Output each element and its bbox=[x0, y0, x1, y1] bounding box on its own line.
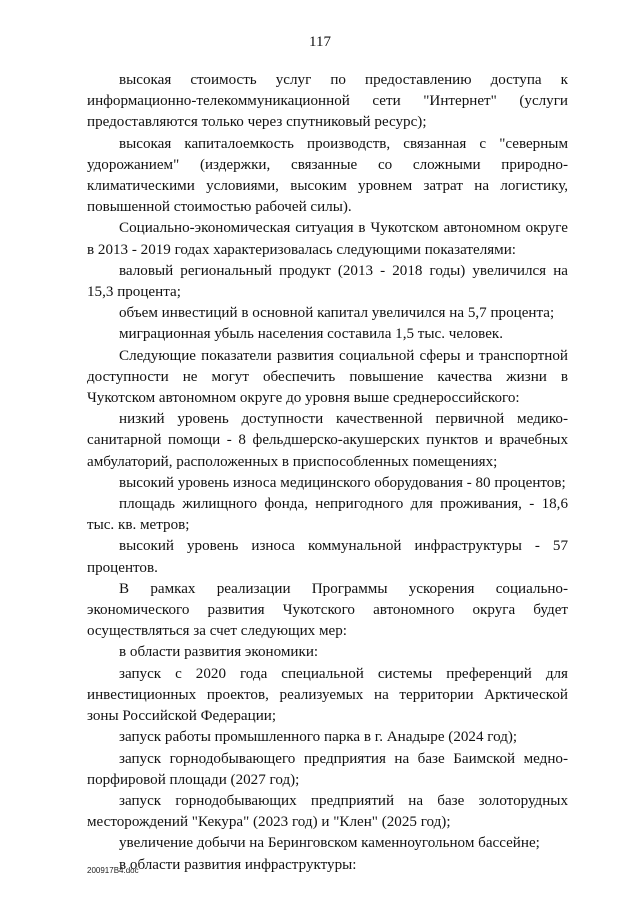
paragraph: увеличение добычи на Беринговском каменноугольном бассейне; bbox=[119, 835, 540, 852]
document-body bbox=[87, 70, 568, 876]
paragraph: миграционная убыль населения составила 1,5 тыс. человек. bbox=[119, 326, 504, 343]
paragraph: запуск работы промышленного парка в г. Анадыре (2024 год); bbox=[119, 729, 518, 746]
paragraph: валовый региональный продукт (2013 - 2018 годы) увеличился на 15,3 процента; bbox=[87, 262, 568, 301]
page-number: 117 bbox=[309, 34, 331, 50]
paragraph: объем инвестиций в основной капитал увеличился на 5,7 процента; bbox=[119, 305, 555, 322]
paragraph: высокая капиталоемкость производств, связанная с "северным удорожанием" (издержки, связанные со сложными природно-климатическими условиями, высоким уровнем затрат на логистику, повышенной стоимостью рабочей силы). bbox=[87, 135, 568, 216]
paragraph: Социально-экономическая ситуация в Чукотском автономном округе в 2013 - 2019 годах характеризовалась следующими показателями: bbox=[87, 220, 568, 258]
paragraph: высокая стоимость услуг по предоставлению доступа к информационно-телекоммуникационной сети "Интернет" (услуги предоставляются только через спутниковый ресурс); bbox=[87, 72, 568, 131]
paragraph: Следующие показатели развития социальной сферы и транспортной доступности не могут обеспечить повышение качества жизни в Чукотском автономном округе до уровня выше среднероссийского: bbox=[87, 347, 568, 407]
paragraph: высокий уровень износа коммунальной инфраструктуры - 57 процентов. bbox=[87, 538, 568, 576]
footer-filename: 200917В4.doc bbox=[87, 866, 139, 875]
paragraph: запуск с 2020 года специальной системы преференций для инвестиционных проектов, реализуемых на территории Арктической зоны Российской Федерации; bbox=[87, 665, 568, 725]
paragraph: в области развития инфраструктуры: bbox=[119, 856, 357, 873]
paragraph: запуск горнодобывающего предприятия на базе Баимской медно-порфировой площади (2027 год); bbox=[87, 750, 568, 788]
paragraph: низкий уровень доступности качественной первичной медико-санитарной помощи - 8 фельдшерско-акушерских пунктов и врачебных амбулаторий, расположенных в приспособленных помещениях; bbox=[87, 411, 568, 470]
paragraph: высокий уровень износа медицинского оборудования - 80 процентов; bbox=[119, 474, 566, 491]
paragraph: запуск горнодобывающих предприятий на базе золоторудных месторождений "Кекура" (2023 год) и "Клен" (2025 год); bbox=[87, 792, 568, 831]
paragraph: площадь жилищного фонда, непригодного для проживания, - 18,6 тыс. кв. метров; bbox=[87, 496, 568, 534]
paragraph: В рамках реализации Программы ускорения социально-экономического развития Чукотского автономного округа будет осуществляться за счет следующих мер: bbox=[87, 580, 568, 640]
paragraph: в области развития экономики: bbox=[119, 644, 319, 661]
